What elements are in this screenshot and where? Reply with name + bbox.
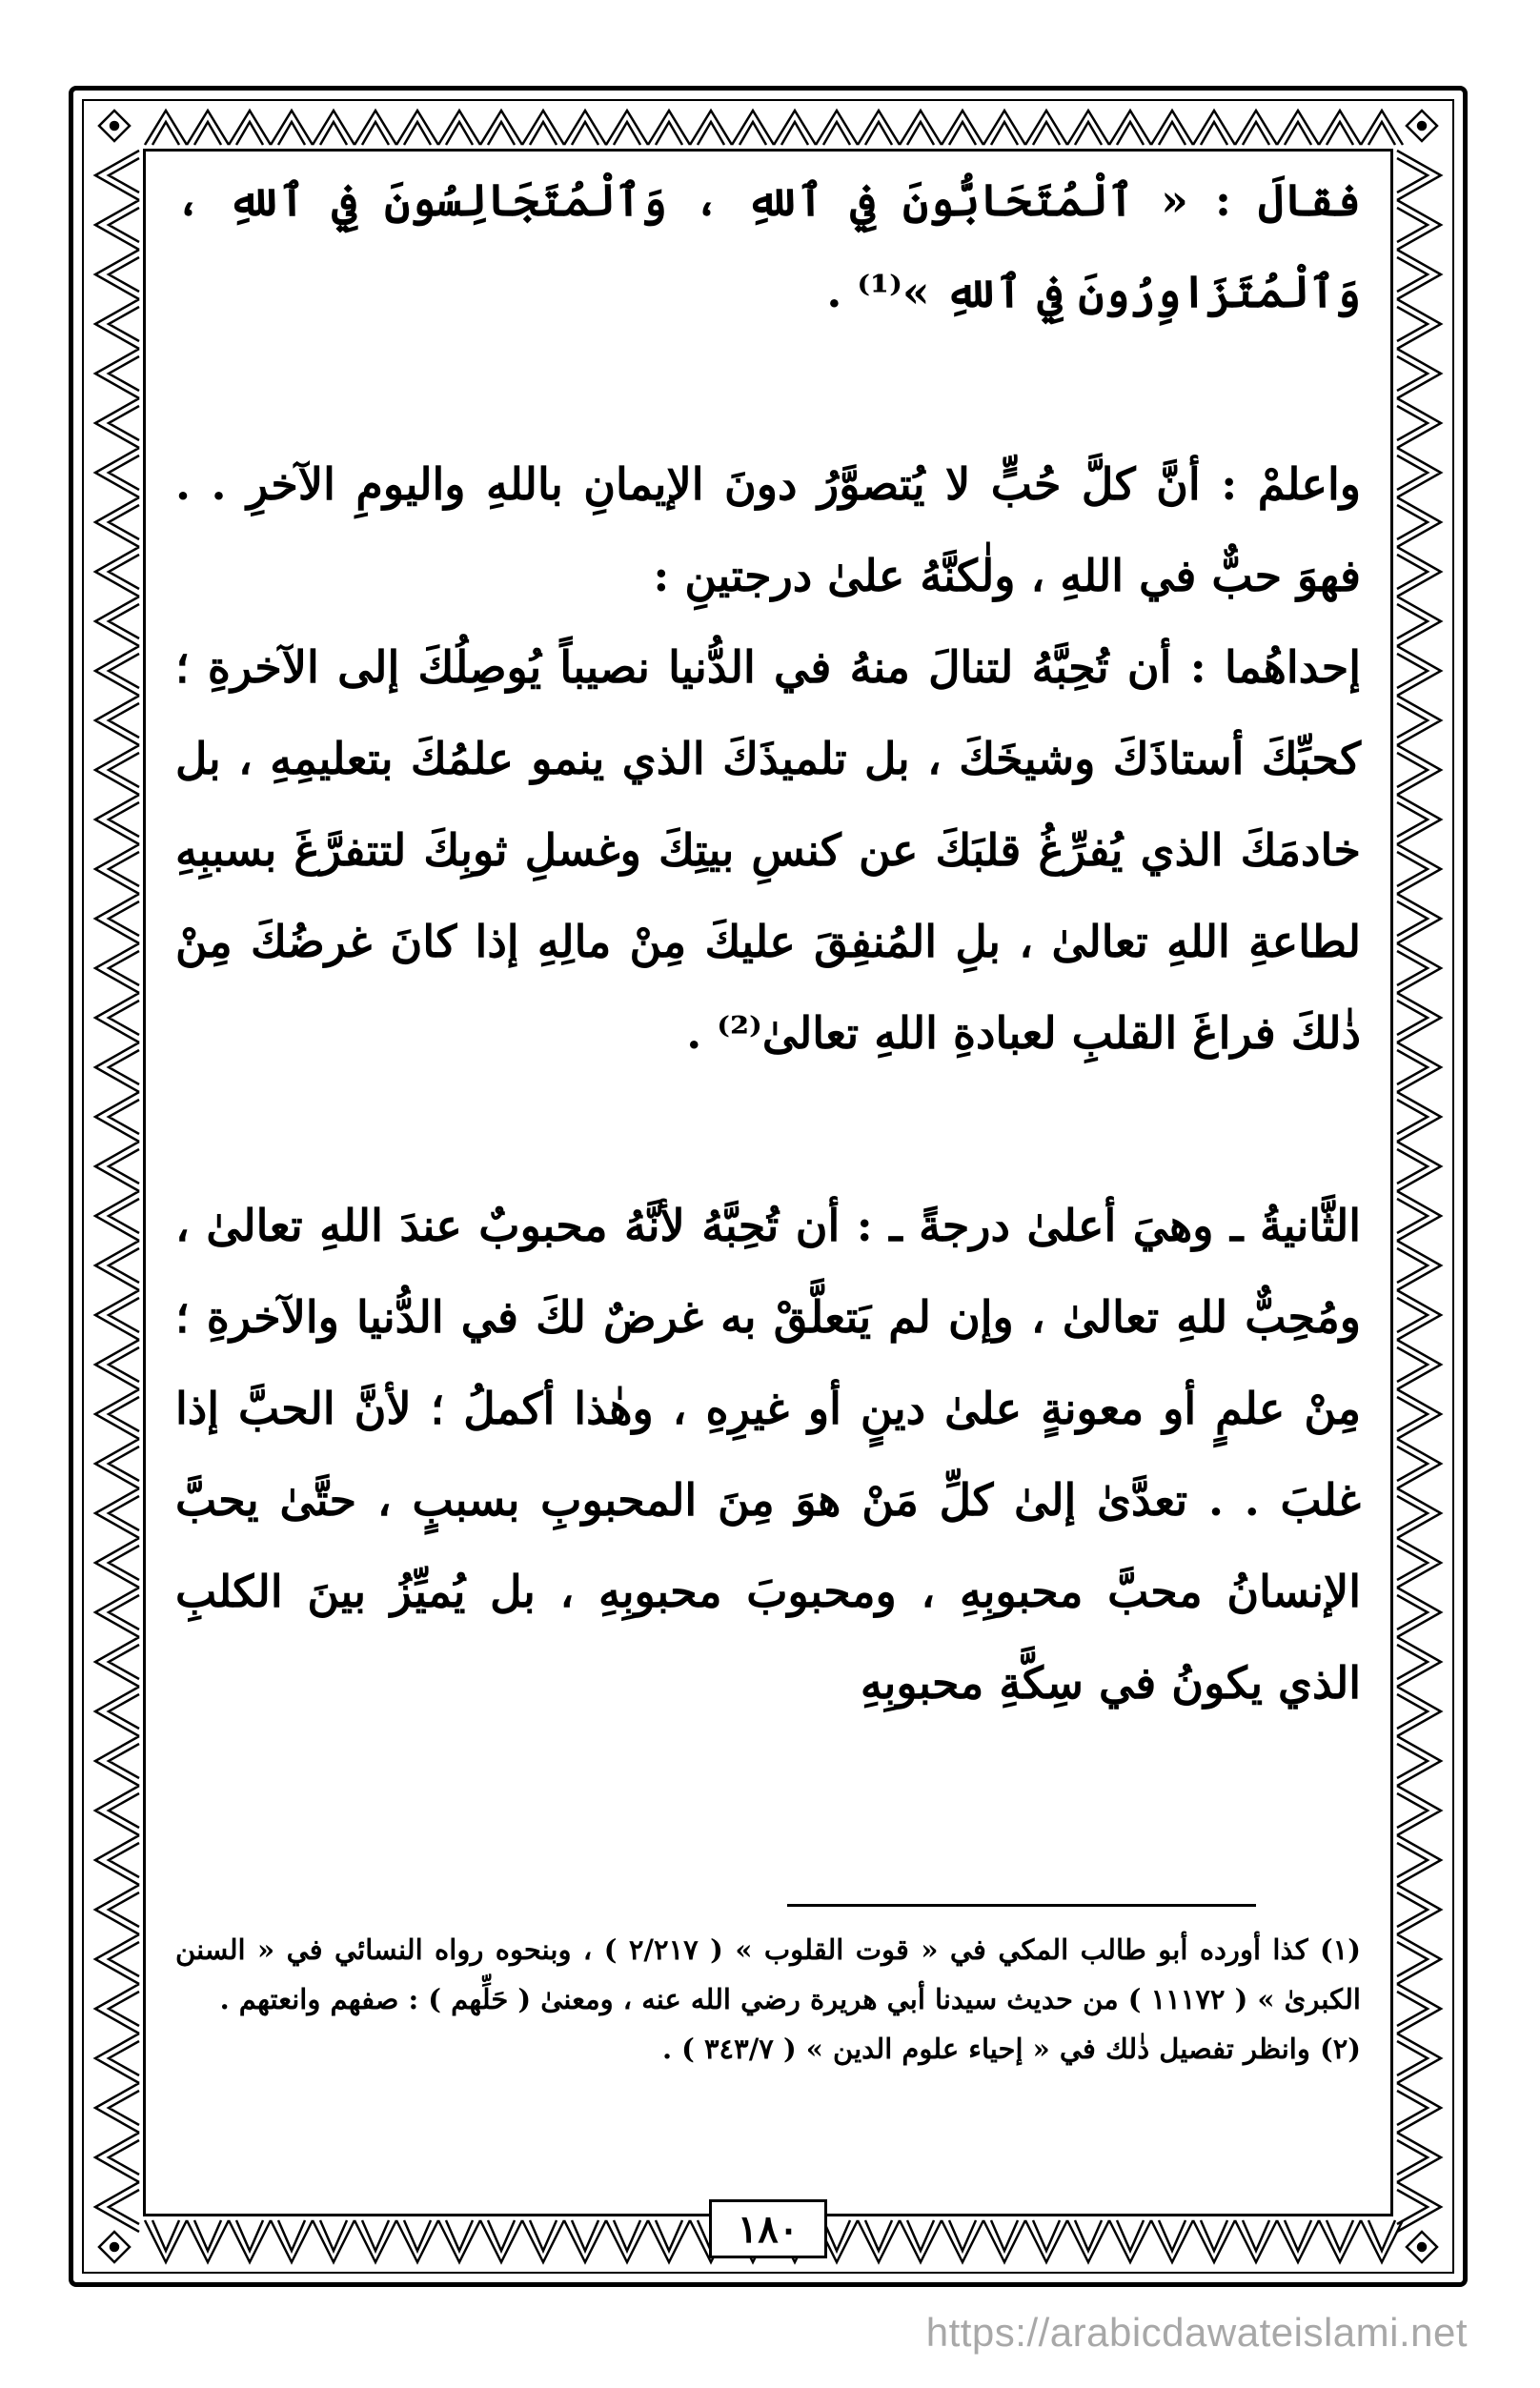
page-number: ١٨٠ [709, 2199, 827, 2258]
footnote-divider [787, 1904, 1256, 1907]
footnote-2: (٢) وانظر تفصيل ذٰلك في « إحياء علوم الدين » ( ٣٤٣/٧ ) . [661, 2033, 1361, 2065]
paragraph-first-degree: إحداهُما : أن تُحِبَّهُ لتنالَ منهُ في الدُّنيا نصيباً يُوصِلُكَ إلى الآخرةِ ؛ كحبِّكَ أستاذَكَ وشيخَكَ ، بل تلميذَكَ الذي ينمو علمُكَ بتعليمِهِ ، بل خادمَكَ الذي يُفرِّغُ قلبَكَ عن كنسِ بيتِكَ وغسلِ ثوبِكَ لتتفرَّغَ بسببِهِ لطاعةِ اللهِ تعالىٰ ، بلِ المُنفِقَ عليكَ مِنْ مالِهِ إذا كانَ غرضُكَ مِنْ ذٰلكَ فراغَ القلبِ لعبادةِ اللهِ تعالىٰ⁽²⁾ . [175, 641, 1361, 1059]
page-frame [69, 86, 1468, 2287]
paragraph-intro: واعلمْ : أنَّ كلَّ حُبٍّ لا يُتصوَّرُ دونَ الإيمانِ باللهِ واليومِ الآخرِ . . فهوَ حبٌّ في اللهِ ، ولٰكنَّهُ علىٰ درجتينِ : [175, 458, 1361, 601]
main-text [175, 154, 1361, 1729]
footnotes [175, 1925, 1361, 2074]
paragraph-hadith: فقالَ : « ٱلْمُتَحَابُّونَ فِي ٱللهِ ، وَٱلْمُتَجَالِسُونَ فِي ٱللهِ ، وَٱلْمُتَزَاوِرُونَ فِي ٱللهِ »⁽¹⁾ . [175, 174, 1361, 317]
paragraph-second-degree: الثَّانيةُ ـ وهيَ أعلىٰ درجةً ـ : أن تُحِبَّهُ لأنَّهُ محبوبٌ عندَ اللهِ تعالىٰ ، ومُحِبٌّ للهِ تعالىٰ ، وإن لم يَتعلَّقْ به غرضٌ لكَ في الدُّنيا والآخرةِ ؛ مِنْ علمٍ أو معونةٍ علىٰ دينٍ أو غيرِهِ ، وهٰذا أكملُ ؛ لأنَّ الحبَّ إذا غلبَ . . تعدَّىٰ إلىٰ كلِّ مَنْ هوَ مِنَ المحبوبِ بسببٍ ، حتَّىٰ يحبَّ الإنسانُ محبَّ محبوبِهِ ، ومحبوبَ محبوبِهِ ، بل يُميِّزُ بينَ الكلبِ الذي يكونُ في سِكَّةِ محبوبِهِ [175, 1200, 1361, 1709]
watermark-url: https://arabicdawateislami.net [925, 2310, 1468, 2355]
footnote-1: (١) كذا أورده أبو طالب المكي في « قوت القلوب » ( ٢/٢١٧ ) ، وبنحوه رواه النسائي في « السنن الكبرىٰ » ( ١١١٧٢ ) من حديث سيدنا أبي هريرة رضي الله عنه ، ومعنىٰ ( حَلِّهم ) : صفهم وانعتهم . [175, 1933, 1361, 2015]
